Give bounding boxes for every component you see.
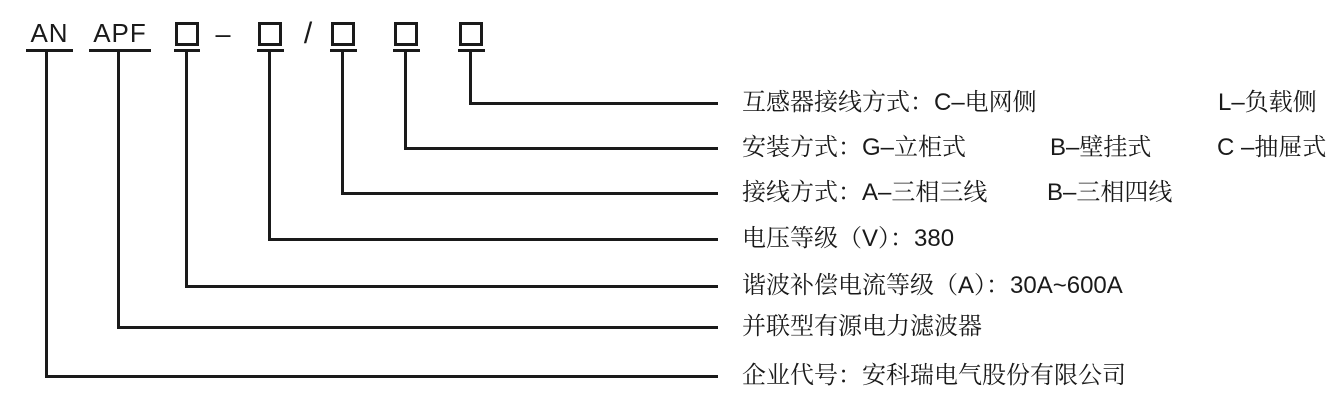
underline-company-code — [26, 49, 73, 52]
model-digit-box-2 — [258, 22, 282, 46]
label-wiring-option-four-wire: B–三相四线 — [1047, 179, 1173, 206]
connector-vertical-box-1 — [185, 49, 188, 288]
model-digit-box-3 — [331, 22, 355, 46]
label-product-type: 并联型有源电力滤波器 — [742, 313, 982, 340]
model-digit-box-4 — [394, 22, 418, 46]
connector-horizontal-row-7 — [45, 375, 718, 378]
label-ct-wiring-mode: 互感器接线方式：C–电网侧 — [742, 89, 1037, 116]
connector-horizontal-row-4 — [268, 238, 718, 241]
model-digit-box-1 — [175, 22, 199, 46]
connector-horizontal-row-5 — [185, 285, 718, 288]
label-harmonic-current-class: 谐波补偿电流等级（A）：30A~600A — [742, 272, 1123, 299]
label-company-code-meaning: 企业代号：安科瑞电气股份有限公司 — [742, 362, 1126, 389]
connector-horizontal-row-2 — [404, 147, 718, 150]
connector-horizontal-row-1 — [469, 102, 718, 105]
label-mounting-option-drawer: C –抽屉式 — [1217, 134, 1327, 161]
label-mounting-option-wall: B–壁挂式 — [1050, 134, 1152, 161]
connector-horizontal-row-3 — [341, 192, 718, 195]
underline-product-code — [89, 49, 151, 52]
label-mounting-mode: 安装方式：G–立柜式 — [742, 134, 967, 161]
connector-vertical-box-4 — [404, 49, 407, 150]
dash-separator: – — [215, 19, 231, 49]
connector-horizontal-row-6 — [117, 326, 718, 329]
connector-vertical-company — [45, 49, 48, 378]
label-wiring-mode: 接线方式：A–三相三线 — [742, 179, 988, 206]
model-digit-box-5 — [459, 22, 483, 46]
connector-vertical-box-5 — [469, 49, 472, 105]
label-ct-wiring-option-load: L–负载侧 — [1218, 89, 1317, 116]
connector-vertical-product — [117, 49, 120, 329]
product-code-text: APF — [93, 18, 147, 48]
company-code-text: AN — [30, 18, 69, 48]
label-voltage-class: 电压等级（V）：380 — [742, 225, 955, 252]
connector-vertical-box-3 — [341, 49, 344, 195]
connector-vertical-box-2 — [268, 49, 271, 241]
slash-separator: / — [303, 17, 313, 50]
